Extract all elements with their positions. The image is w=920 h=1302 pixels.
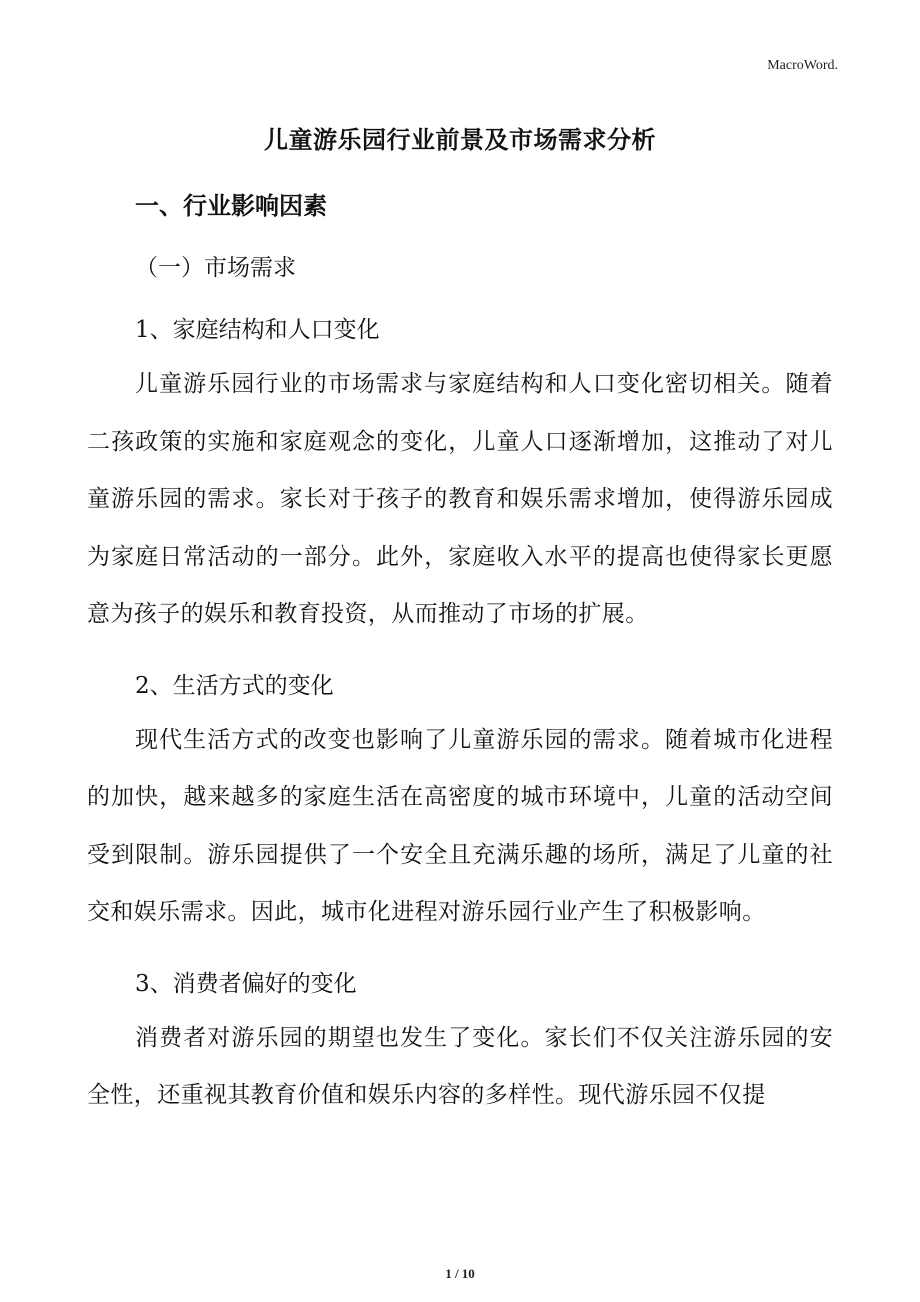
paragraph-2: 现代生活方式的改变也影响了儿童游乐园的需求。随着城市化进程的加快，越来越多的家庭生活在高密度的城市环境中，儿童的活动空间受到限制。游乐园提供了一个安全且充满乐趣的场所，满足了儿童的社交和娱乐需求。因此，城市化进程对游乐园行业产生了积极影响。 (87, 726, 833, 925)
section-heading: 一、行业影响因素 (135, 192, 327, 220)
item-heading-1: 1、家庭结构和人口变化 (135, 317, 380, 343)
header-brand: MacroWord. (767, 58, 838, 73)
subsection-heading: （一）市场需求 (135, 255, 296, 281)
document-body (87, 186, 833, 1125)
paragraph-3: 消费者对游乐园的期望也发生了变化。家长们不仅关注游乐园的安全性，还重视其教育价值和娱乐内容的多样性。现代游乐园不仅提 (87, 1024, 833, 1108)
paragraph-1: 儿童游乐园行业的市场需求与家庭结构和人口变化密切相关。随着二孩政策的实施和家庭观念的变化，儿童人口逐渐增加，这推动了对儿童游乐园的需求。家长对于孩子的教育和娱乐需求增加，使得游乐园成为家庭日常活动的一部分。此外，家庭收入水平的提高也使得家长更愿意为孩子的娱乐和教育投资，从而推动了市场的扩展。 (87, 371, 833, 627)
item-heading-3: 3、消费者偏好的变化 (135, 970, 357, 997)
document-title: 儿童游乐园行业前景及市场需求分析 (264, 126, 656, 154)
item-heading-2: 2、生活方式的变化 (135, 672, 334, 699)
page-number: 1 / 10 (445, 1266, 475, 1281)
